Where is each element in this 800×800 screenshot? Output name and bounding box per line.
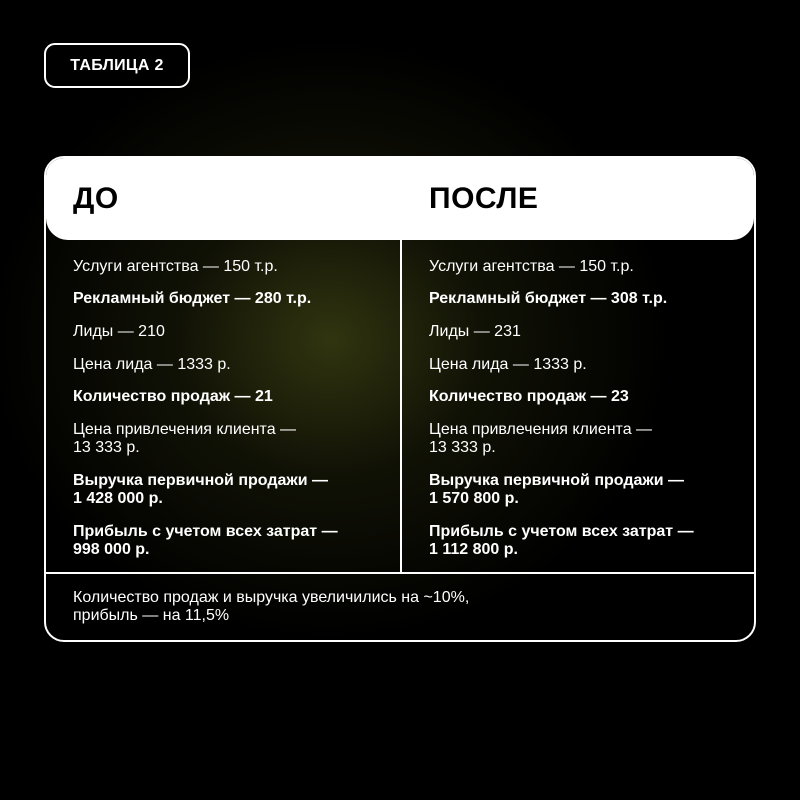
before-lead-price: Цена лида — 1333 р. [73,356,231,373]
card-header [46,158,754,240]
before-client-acquisition-cost: Цена привлечения клиента — 13 333 р. [73,421,297,456]
after-net-profit: Прибыль с учетом всех затрат — 1 112 800 р. [429,523,694,558]
after-ad-budget: Рекламный бюджет — 308 т.р. [429,290,668,307]
before-first-sale-revenue: Выручка первичной продажи — 1 428 000 р. [73,472,329,507]
footer-divider [46,572,754,574]
after-agency-services: Услуги агентства — 150 т.р. [429,258,634,275]
before-leads: Лиды — 210 [73,323,165,340]
after-leads: Лиды — 231 [429,323,521,340]
after-client-acquisition-cost: Цена привлечения клиента — 13 333 р. [429,421,653,456]
after-sales-count: Количество продаж — 23 [429,388,629,405]
before-title: ДО [73,182,119,215]
after-first-sale-revenue: Выручка первичной продажи — 1 570 800 р. [429,472,685,507]
before-net-profit: Прибыль с учетом всех затрат — 998 000 р. [73,523,338,558]
after-title: ПОСЛЕ [429,182,539,215]
before-agency-services: Услуги агентства — 150 т.р. [73,258,278,275]
before-sales-count: Количество продаж — 21 [73,388,273,405]
column-divider [400,240,402,574]
table-label-badge: ТАБЛИЦА 2 [44,43,190,88]
before-ad-budget: Рекламный бюджет — 280 т.р. [73,290,312,307]
after-lead-price: Цена лида — 1333 р. [429,356,587,373]
summary-note: Количество продаж и выручка увеличились на ~10%, прибыль — на 11,5% [73,589,470,624]
comparison-card [44,156,756,642]
